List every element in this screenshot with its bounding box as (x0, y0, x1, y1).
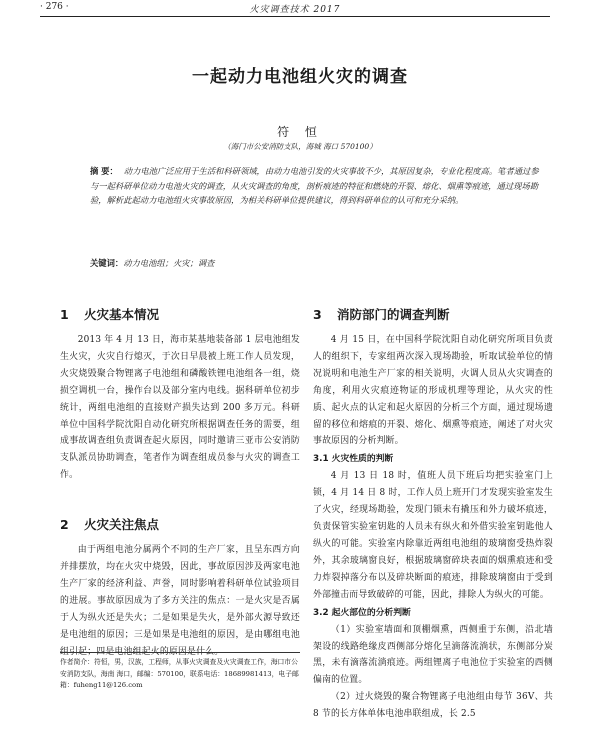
subsection-heading-3-2: 3.2 起火部位的分析判断 (313, 607, 411, 618)
subsection-heading-3-1: 3.1 火灾性质的判断 (313, 454, 394, 465)
abstract-text: 动力电池广泛应用于生活和科研领域，由动力电池引发的火灾事故不少，其原因复杂，专业化程度高。笔者通过参与一起科研单位动力电池火灾的调查，从火灾调查的角度，剖析痕迹的特征和燃烧的开裂、熔化、烟熏等痕迹，通过现场勘验，解析此起动力电池组火灾事故原因，为相关科研单位提供建议，得到科研单位的认可和充分采纳。 (90, 166, 539, 206)
abstract-block (90, 164, 540, 208)
section-title: 火灾基本情况 (84, 307, 160, 322)
keywords-text: 动力电池组；火灾；调查 (123, 258, 215, 268)
subsection-3-1-paragraph: 4 月 13 日 18 时，值班人员下班后均把实验室门上锁，4 月 14 日 8 时，工作人员上班开门才发现实验室发生了火灾，经现场勘验，发现门锁未有撬压和外力破坏痕迹，负责保管实验室钥匙的人员未有纵火和外借实验室钥匙他人纵火的可能。实验室内除靠近两组电池组的玻璃窗受热炸裂外，其余玻璃窗良好，根据玻璃窗碎块表面的烟熏痕迹和受力炸裂掉落分布以及碎块断面的痕迹，排除玻璃窗由于受到外部撞击而导致破碎的可能，因此，排除人为纵火的可能。 (313, 471, 553, 600)
journal-title: 火灾调查技术 2017 (249, 5, 341, 15)
section-3-paragraph: 4 月 15 日，在中国科学院沈阳自动化研究所项目负责人的组织下，专家组两次深入现场勘验，听取试验单位的情况说明和电池生产厂家的相关说明，火调人员从火灾调查的角度，利用火灾痕迹物证的形成机理等理论，从火灾的性质、起火点的认定和起火原因的分析三个方面，通过现场遗留的移位和熔痕的开裂、熔化、烟熏等痕迹，阐述了对火灾事故原因的分析判断。 (313, 335, 553, 447)
subsection-3-2-paragraph-1: （1）实验室墙面和顶棚烟熏，西侧重于东侧，沿北墙架设的线路绝缘皮西侧部分熔化呈滴落流淌状，东侧部分炭黑，未有滴落流淌痕迹。两组锂离子电池位于实验室的西侧偏南的位置。 (313, 624, 553, 686)
section-number: 1 (60, 307, 69, 322)
subsection-3-2-paragraph-2: （2）过火烧毁的聚合物锂离子电池组由每节 36V、共 8 节的长方体单体电池串联组成，长 2.5 (313, 692, 553, 720)
section-title: 消防部门的调查判断 (337, 307, 450, 322)
article-author: 符 恒 (277, 125, 323, 139)
keywords-label: 关键词： (90, 258, 124, 268)
section-heading-2 (60, 514, 300, 536)
right-column (313, 304, 553, 723)
section-number: 2 (60, 517, 69, 533)
section-1-paragraph: 2013 年 4 月 13 日，海市某基地装备部 1 层电池组发生火灾，火灾自行熄灭，于次日早晨被上班工作人员发现，火灾烧毁聚合物锂离子电池组和磷酸铁锂电池组各一组，烧损空调机一台，操作台以及部分室内电线。据科研单位初步统计，两组电池组的直接财产损失达到 200 多万元。科研单位中国科学院沈阳自动化研究所根据调查任务的需要，组成事故调查组负责调查起火原因，同时邀请三亚市公安消防支队派员协助调查，笔者作为调查组成员参与火灾的调查工作。 (60, 335, 300, 481)
running-header (40, 2, 550, 17)
page-number: · 276 · (40, 2, 69, 12)
author-affiliation: （海门市公安消防支队，海城 海口 570100） (223, 142, 377, 151)
section-heading-3 (313, 304, 553, 326)
section-heading-1 (60, 304, 300, 326)
left-column (60, 304, 300, 661)
section-number: 3 (313, 307, 322, 322)
keywords-block (90, 256, 540, 270)
abstract-label: 摘 要： (90, 166, 118, 176)
section-title: 火灾关注焦点 (84, 517, 160, 533)
author-footnote: 作者简介：符恒，男，汉族，工程师，从事火灾调查及火灾调查工作，海口市公安消防支队，海南 海口，邮编：570100，联系电话：18689981413，电子邮箱：fuheng11@126.com (60, 652, 300, 692)
section-2-paragraph: 由于两组电池分属两个不同的生产厂家，且呈东西方向并排摆放，均在火灾中烧毁，因此，事故原因涉及两家电池生产厂家的经济利益、声誉，同时影响着科研单位试验项目的进展。事故原因成为了多方关注的焦点：一是火灾是否属于人为纵火还是失火；二是如果是失火，是外部火源导致还是电池组的原因；三是如果是电池组的原因，是由哪组电池组引起；四是电池组起火的原因是什么。 (60, 545, 300, 657)
article-title: 一起动力电池组火灾的调查 (192, 67, 408, 87)
